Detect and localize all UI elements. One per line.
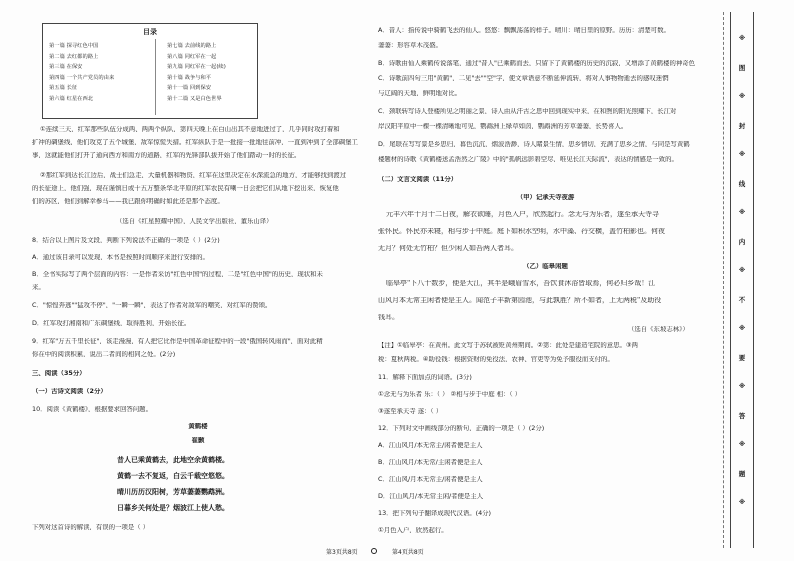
strip-char: 内: [738, 238, 746, 246]
toc-item: 第七篇 去前线的路上: [167, 43, 217, 49]
passage-b-title: （乙）临皋闲题: [523, 263, 568, 270]
passage-b-line: 临皋亭"下八十数步，便是大江，其半是峨眉雪水，吾饮食沐浴皆取焉，何必归乡哉！江: [386, 280, 656, 287]
question-10: 10．阅读《黄鹤楼》，根据要求回答问题。: [32, 406, 152, 413]
passage-a-line: 无月？何处无竹柏？但少闲人如吾两人者耳。: [378, 245, 518, 252]
q12-option-b: B．江山风月/本无常/主闲者便是主人: [378, 459, 483, 466]
strip-char: 题: [738, 470, 746, 478]
poem-author: 崔颢: [191, 437, 205, 444]
question-9: 9．红军"万五千里长征"，该走漫漫，有人把它比作是中国革命征程中的一段"俄国转风雨而"，面对此精: [32, 338, 323, 345]
binding-dash-line: [723, 12, 724, 548]
toc-item: 第六篇 红星在西北: [49, 95, 94, 102]
strip-char: ※: [738, 34, 746, 42]
strip-char: 图: [738, 64, 746, 72]
center-circle: [371, 548, 377, 556]
passage-b-line: 山风月本无常主闲者便是主人。闻范子丰新第园池，与此孰胜？所不如者，上无两税"及助役: [378, 297, 662, 304]
q8-option-b-cont: 来。: [32, 284, 45, 291]
toc-item: 第五篇 长征: [49, 85, 78, 91]
passage-line: ①连续三天，红军那些队伍分成两、两两个纵队，第四天晚上在白山出其不意地进过了，几乎同时攻打着和: [40, 126, 340, 133]
toc-item: 第十一篇 回到保安: [167, 85, 212, 91]
q8-option-b: B．全书实际写了两个层面的内容：一是作者采访"红色中国"的过程，二是"红色中国"的历史，现状和未: [32, 271, 323, 278]
toc-item: 第三篇 在保安: [49, 64, 83, 70]
question-11-items: ③遂至承天寺 遂：（ ）: [378, 408, 443, 415]
q10-option-b: B．诗歌由仙人乘鹤传说落笔，通过"昔人"已乘鹤而去，只留下了黄鹤楼的历史的沉寂，又增添了黄鹤楼的神奇色: [378, 60, 696, 67]
q10-option-a-cont: 萋萋：形容草木茂盛。: [378, 42, 442, 49]
toc-item: 第二篇 去红都的路上: [49, 53, 99, 60]
page-number-left: 第3页共8页: [326, 549, 358, 556]
strip-char: 要: [738, 354, 746, 362]
q12-option-d: D．江山风月/本无常主闲/者便是主人: [378, 493, 484, 500]
poem-line: 黄鹤一去不复返，白云千载空悠悠。: [117, 471, 229, 480]
passage-line: ②那红军到达长江边后，战士们急走，大量机器和物资，红军在这里决定在水深流急的地方，才能够找到渡过: [40, 172, 347, 179]
toc-item: 第一篇 探寻红色中国: [49, 43, 99, 49]
question-12: 12．下列对文中画线部分的断句，正确的一项是（ ）(2分): [378, 425, 545, 432]
poem-title: 黄鹤楼: [188, 423, 208, 430]
q10-option-b-cont: 与辽阔的天地，鲜明地对比。: [378, 90, 462, 97]
poem-line: 日暮乡关何处是？烟波江上使人愁。: [117, 503, 229, 512]
binding-strip: [730, 12, 754, 548]
q8-option-a: A．通过该目录可以发现，本书是按照时间顺序来进行安排的。: [32, 254, 209, 261]
passage-b-line: 钱耳。: [378, 314, 399, 321]
section-classical-chinese: （二）文言文阅读（11分）: [378, 176, 458, 183]
section-ancient-poetry: （一）古诗文阅读（2分）: [32, 388, 107, 395]
q10-option-d-cont: 楼题材的诗歌《黄鹤楼送孟浩然之广陵》中的"孤帆远影碧空尽，唯见长江天际流"，表达的情感是一致的。: [378, 156, 678, 163]
passage-source: （选自《红星照耀中国》，人民文学出版社，董乐山译）: [116, 218, 273, 225]
strip-char: 答: [738, 412, 746, 420]
passage-a-title: （甲）记承天寺夜游: [516, 194, 575, 201]
strip-char: ※: [738, 208, 746, 216]
poem-line: 晴川历历汉阳树，芳草萋萋鹦鹉洲。: [117, 487, 229, 496]
strip-char: 线: [738, 180, 746, 188]
question-8: 8．结合以上图片及文段，判断下列说法不正确的一项是（ ）(2分): [32, 237, 220, 244]
table-of-contents: [42, 23, 258, 119]
question-11: 11．解释下面加点的词语。(3分): [378, 374, 472, 381]
toc-title: 目录: [143, 27, 157, 36]
strip-char: ※: [738, 92, 746, 100]
toc-item: 第四篇 一个共产党员的由来: [49, 74, 115, 81]
strip-char: 不: [738, 296, 746, 304]
strip-char: ※: [738, 324, 746, 332]
passage-a-line: 元丰六年十月十二日夜，解衣欲睡，月色入户，欣然起行。念无与为乐者，遂至承天寺寻: [386, 211, 659, 218]
q8-option-d: D．红军攻打湘南和广东碉堡线，取得胜利，开始长征。: [32, 320, 191, 327]
q10-option-c-cont: 岸汉阳平原中一棵一棵清晰地可见，鹦鹉洲上绿草如茵，鹦鹉洲的芳草萋萋，长势喜人。: [378, 123, 628, 130]
passage-b-source: （选自《东坡志林》）: [628, 326, 689, 333]
annotation-line: 【注】①临皋亭：在黄州。此文写于苏轼被贬黄州期间。②第：此处是建造宅院的意思。③两: [378, 342, 639, 349]
q8-option-c: C．"惊惶奔逃""猛攻不停"，"一瞬一瞬"，表达了作者对敌军的嘲笑，对红军的赞颂。: [32, 302, 272, 309]
strip-char: ※: [738, 382, 746, 390]
strip-char: 封: [738, 122, 746, 130]
q10-option-a: A．昔人：指传说中骑鹤飞去的仙人。悠悠：飘飘荡荡的样子。晴川：晴日里的原野。历历：清楚可数。: [378, 27, 670, 34]
question-13-item: ①月色入户，欣然起行。: [378, 527, 448, 534]
passage-line: 事，这就能他们打开了通向西方和南方的道路，红军的先锋部队拔开始了他们踏动一时的长征。: [32, 152, 301, 159]
q12-option-a: A．江山风月/本无常主/闲者便是主人: [378, 442, 483, 449]
toc-item: 第十二篇 又是白色世界: [167, 95, 222, 102]
q10-option-d: D．尾联在写写景是乡思归，暮色沉沉，烟波浩渺，诗人睹景生情，思乡情切，充满了思乡之情，与同是写黄鹤: [378, 141, 690, 148]
question-11-items: ①念无与为乐者 乐：（ ） ②相与步于中庭 相：（ ）: [378, 391, 522, 398]
strip-char: ※: [738, 266, 746, 274]
question-9-cont: 你在中的阅读积累，说出二者间的相同之处。(2分): [32, 351, 176, 358]
section-three: 三、阅读（35分）: [32, 370, 86, 377]
passage-line: 扩冲的碉堡线，他们攻克了五个城堡，敌军惊慌失措。红军纵队于是一批接一批地往前冲，一直到冲到了全部碉堡工: [32, 139, 358, 146]
passage-a-line: 张怀民。怀民亦未寝，相与步于中庭。庭下如积水空明，水中藻、荇交横，盖竹柏影也。何夜: [378, 228, 665, 235]
toc-item: 第九篇 同红军在一起(续): [167, 64, 226, 70]
toc-divider: [155, 39, 156, 115]
strip-char: ※: [738, 440, 746, 448]
q12-option-c: C．江山风/月本无常主/闲者便是主人: [378, 476, 483, 483]
passage-line: 的长征途上，他们强，现在谨慎日或十五万整条华北平原的红军农民有喇一日会把它们从地下挖出来，恢复他: [32, 185, 339, 192]
question-10-prompt: 下列对这首诗的解读，有误的一项是（ ）: [32, 524, 150, 531]
strip-char: ※: [738, 498, 746, 506]
poem-line: 昔人已乘黄鹤去，此地空余黄鹤楼。: [117, 455, 229, 464]
toc-item: 第八篇 同红军在一起: [167, 53, 217, 60]
page-number-right: 第4页共8页: [392, 549, 424, 556]
strip-char: ※: [738, 150, 746, 158]
toc-right-column: [167, 41, 226, 104]
q10-option-c: C．颈联转写诗人登楼所见之明丽之景，诗人由从汗古之思中回到现实中来，在和煦的阳光照耀下，长江对: [378, 108, 677, 115]
question-13: 13．把下列句子翻译成现代汉语。(4分): [378, 510, 492, 517]
passage-line: 们的苏区，他们到解幸参马——我已跟你明确时如此还是那个态度。: [32, 198, 224, 205]
q10-option-b-cont: C．诗歌前四句三用"黄鹤"，二见"去""空"字，使文章语意不断延伸流转，将对人事物物逝去的感叹迷惘: [378, 75, 669, 82]
annotation-line: 税：夏秋两税。④助役钱：根据资财的免役法，农神、官吏等为免予服役而支付的。: [378, 356, 614, 363]
toc-item: 第十篇 战争与和平: [167, 74, 212, 81]
toc-left-column: [49, 41, 114, 104]
